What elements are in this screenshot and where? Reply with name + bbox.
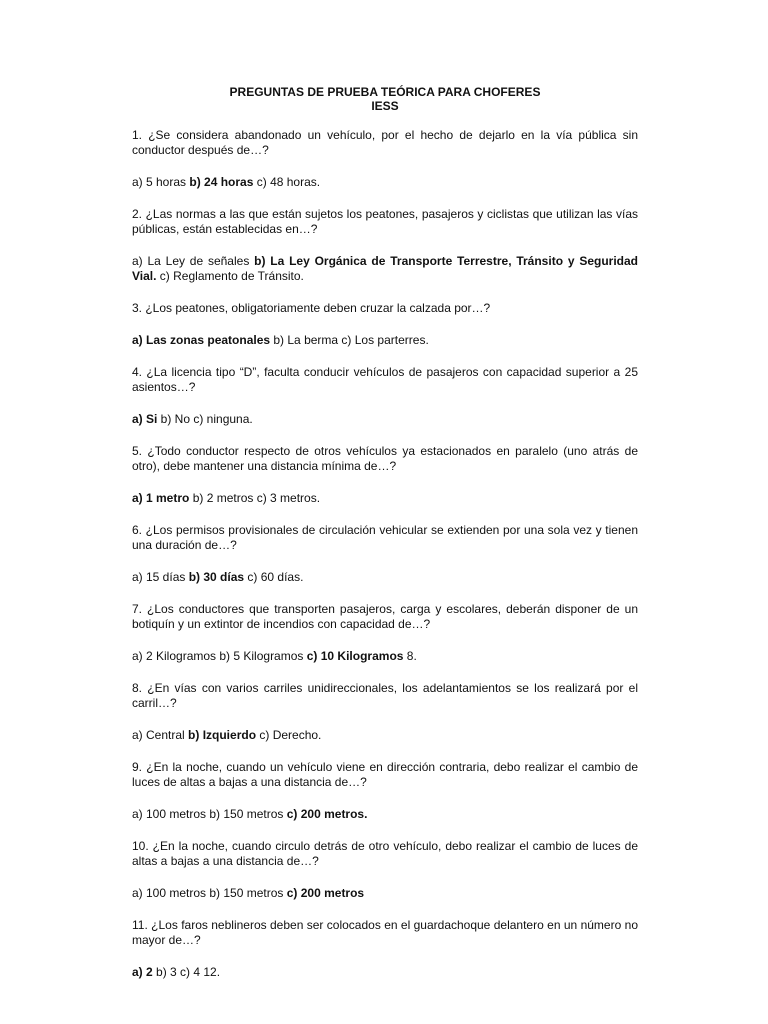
question-text: 3. ¿Los peatones, obligatoriamente deben cruzar la calzada por…?: [132, 301, 491, 315]
answer-text: b) No c) ninguna.: [157, 412, 253, 426]
correct-answer: a) 2: [132, 965, 153, 979]
answer-text: b) 3 c) 4 12.: [152, 965, 221, 979]
answer-text: a) 100 metros b) 150 metros: [132, 807, 287, 821]
answer-options: [132, 965, 638, 980]
correct-answer: c) 200 metros: [286, 886, 365, 900]
answer-options: [132, 412, 638, 427]
answer-text: a) Central: [132, 728, 189, 742]
correct-answer: b) Izquierdo: [188, 728, 257, 742]
answer-options: [132, 491, 638, 506]
answer-options: [132, 728, 638, 743]
answer-text: c) 60 días.: [244, 570, 304, 584]
answer-text: 8.: [403, 649, 417, 663]
document-title: [132, 85, 638, 113]
answer-options: [132, 175, 638, 190]
correct-answer: b) 24 horas: [189, 175, 254, 189]
correct-answer: b) 30 días: [188, 570, 245, 584]
title-line-1: PREGUNTAS DE PRUEBA TEÓRICA PARA CHOFERES: [229, 85, 541, 99]
answer-text: a) 15 días: [132, 570, 189, 584]
correct-answer: b) La Ley Orgánica de Transporte Terrestre, Tránsito y Seguridad Vial.: [132, 254, 638, 283]
answer-text: c) Derecho.: [256, 728, 322, 742]
question-text: 8. ¿En vías con varios carriles unidireccionales, los adelantamientos se los realizará por el carril…?: [132, 681, 638, 710]
answer-options: [132, 807, 638, 822]
answer-options: [132, 254, 638, 284]
answer-options: [132, 649, 638, 664]
question-text: 9. ¿En la noche, cuando un vehículo viene en dirección contraria, debo realizar el cambio de luces de altas a bajas a una distancia de…?: [132, 760, 638, 789]
question-text: 6. ¿Los permisos provisionales de circulación vehicular se extienden por una sola vez y tienen una duración de…?: [132, 523, 638, 552]
answer-text: c) Reglamento de Tránsito.: [156, 269, 304, 283]
answer-options: [132, 333, 638, 348]
question-list: [132, 128, 638, 980]
correct-answer: a) 1 metro: [132, 491, 190, 505]
correct-answer: a) Las zonas peatonales: [132, 333, 271, 347]
correct-answer: c) 200 metros.: [286, 807, 368, 821]
answer-text: b) La berma c) Los parterres.: [270, 333, 429, 347]
answer-text: a) 100 metros b) 150 metros: [132, 886, 287, 900]
answer-text: a) 5 horas: [132, 175, 190, 189]
question-text: 10. ¿En la noche, cuando circulo detrás de otro vehículo, debo realizar el cambio de luces de altas a bajas a una distancia de…?: [132, 839, 638, 868]
answer-options: [132, 886, 638, 901]
answer-options: [132, 570, 638, 585]
answer-text: a) La Ley de señales: [132, 254, 255, 268]
answer-text: b) 2 metros c) 3 metros.: [189, 491, 321, 505]
answer-text: a) 2 Kilogramos b) 5 Kilogramos: [132, 649, 307, 663]
correct-answer: a) Si: [132, 412, 158, 426]
question-text: 1. ¿Se considera abandonado un vehículo, por el hecho de dejarlo en la vía pública sin conductor después de…?: [132, 128, 638, 157]
question-text: 7. ¿Los conductores que transporten pasajeros, carga y escolares, deberán disponer de un botiquín y un extintor de incendios con capacidad de…?: [132, 602, 638, 631]
question-text: 5. ¿Todo conductor respecto de otros vehículos ya estacionados en paralelo (uno atrás de otro), debe mantener una distancia mínima de…?: [132, 444, 638, 473]
question-text: 11. ¿Los faros neblineros deben ser colocados en el guardachoque delantero en un número no mayor de…?: [132, 918, 638, 947]
question-text: 4. ¿La licencia tipo “D”, faculta conducir vehículos de pasajeros con capacidad superior a 25 asientos…?: [132, 365, 638, 394]
correct-answer: c) 10 Kilogramos: [306, 649, 404, 663]
title-line-2: IESS: [371, 99, 399, 113]
answer-text: c) 48 horas.: [253, 175, 321, 189]
question-text: 2. ¿Las normas a las que están sujetos los peatones, pasajeros y ciclistas que utilizan las vías públicas, están establecidas en…?: [132, 207, 638, 236]
